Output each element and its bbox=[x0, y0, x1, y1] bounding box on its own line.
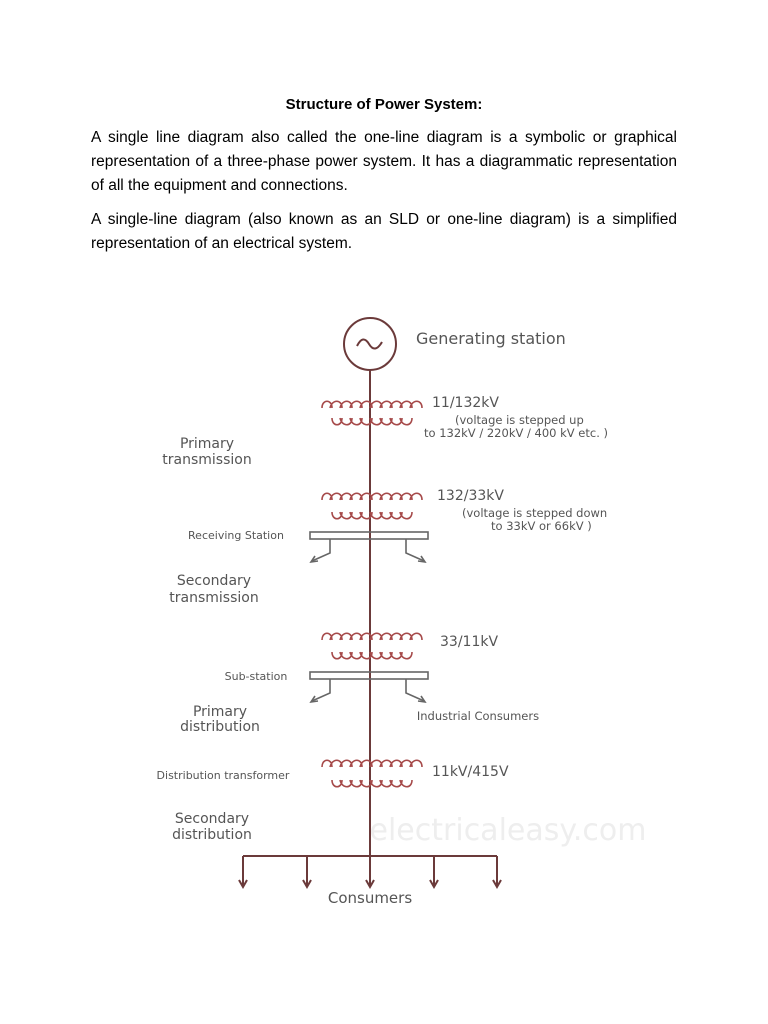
receiving-station-label: Receiving Station bbox=[188, 529, 284, 542]
stage-1-ratio: 11/132kV bbox=[432, 395, 499, 411]
consumer-distribution-bus bbox=[239, 856, 501, 887]
generator-symbol bbox=[344, 318, 396, 370]
stage-3-ratio: 33/11kV bbox=[440, 634, 499, 650]
primary-distribution-label-2: distribution bbox=[180, 719, 260, 735]
watermark: electricaleasy.com bbox=[369, 813, 647, 848]
transformer-4 bbox=[322, 760, 422, 787]
stage-1-note-1: (voltage is stepped up bbox=[455, 413, 584, 427]
sub-station-label: Sub-station bbox=[224, 670, 288, 683]
consumer-feeder-1 bbox=[239, 856, 247, 887]
secondary-distribution-label-2: distribution bbox=[172, 827, 252, 843]
consumer-feeder-4 bbox=[430, 856, 438, 887]
stage-4-ratio: 11kV/415V bbox=[432, 764, 509, 780]
transformer-3 bbox=[322, 633, 422, 659]
document-title: Structure of Power System: bbox=[285, 96, 483, 113]
stage-2-note-1: (voltage is stepped down bbox=[462, 506, 608, 520]
primary-transmission-label-1: Primary bbox=[179, 436, 235, 452]
consumer-feeder-2 bbox=[303, 856, 311, 887]
stage-2-ratio: 132/33kV bbox=[437, 488, 504, 504]
secondary-transmission-label-1: Secondary bbox=[176, 573, 252, 589]
consumers-label: Consumers bbox=[327, 889, 413, 907]
consumer-feeder-5 bbox=[493, 856, 501, 887]
distribution-transformer-label: Distribution transformer bbox=[156, 769, 290, 782]
paragraph-1: A single line diagram also called the one-line diagram is a symbolic or graphical representation of a three-phase power system. It has a diagrammatic representation of all the equipment and connections. bbox=[91, 129, 677, 194]
stage-1-note-2: to 132kV / 220kV / 400 kV etc. ) bbox=[424, 426, 609, 440]
transformer-1 bbox=[322, 401, 422, 425]
consumer-feeder-3 bbox=[366, 856, 374, 887]
secondary-transmission-label-2: transmission bbox=[169, 590, 259, 606]
primary-transmission-label-2: transmission bbox=[162, 452, 252, 468]
transformer-coils bbox=[322, 401, 422, 787]
transformer-2 bbox=[322, 493, 422, 519]
stage-2-note-2: to 33kV or 66kV ) bbox=[491, 519, 592, 533]
paragraph-2: A single-line diagram (also known as an SLD or one-line diagram) is a simplified representation of an electrical system. bbox=[91, 211, 677, 252]
industrial-consumers-label: Industrial Consumers bbox=[416, 709, 540, 723]
generator-label: Generating station bbox=[416, 329, 566, 348]
secondary-distribution-label-1: Secondary bbox=[174, 811, 250, 827]
primary-distribution-label-1: Primary bbox=[192, 704, 248, 720]
